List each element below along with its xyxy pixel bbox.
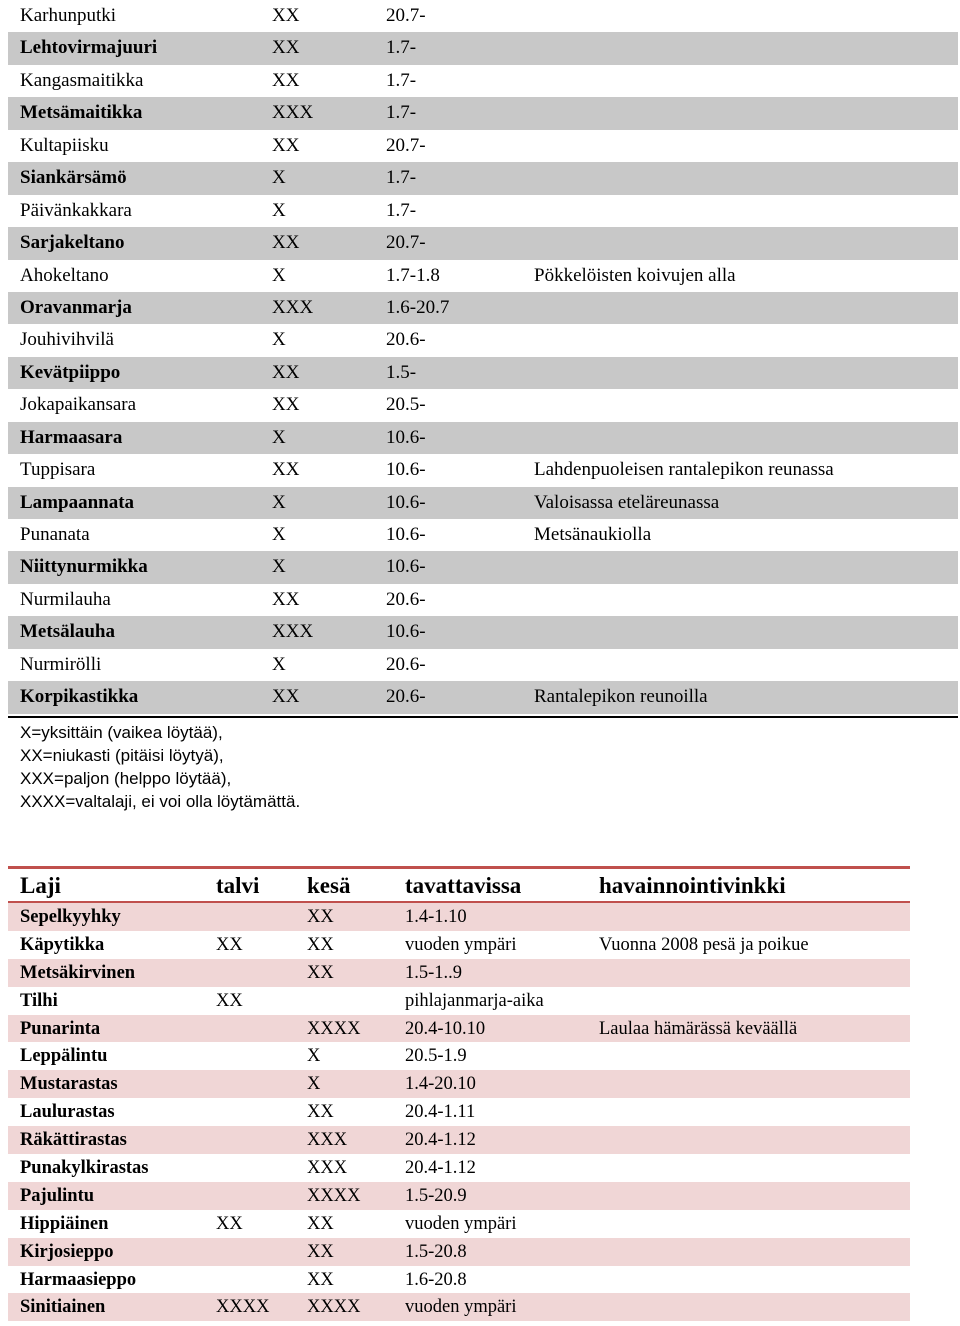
bird-row bbox=[8, 1098, 910, 1126]
plant-name: Korpikastikka bbox=[20, 686, 139, 708]
plant-row bbox=[8, 616, 958, 648]
bird-name: Laulurastas bbox=[20, 1102, 115, 1123]
plant-table-bottom-rule bbox=[8, 716, 958, 718]
plant-note: Pökkelöisten koivujen alla bbox=[534, 264, 736, 286]
bird-season: vuoden ympäri bbox=[405, 1297, 517, 1318]
legend-line: X=yksittäin (vaikea löytää), bbox=[20, 723, 223, 742]
bird-row bbox=[8, 903, 910, 931]
bird-row bbox=[8, 1210, 910, 1238]
bird-summer: XXXX bbox=[307, 1018, 361, 1039]
header-winter: talvi bbox=[216, 873, 260, 898]
bird-summer: X bbox=[307, 1046, 321, 1067]
bird-name: Punarinta bbox=[20, 1018, 101, 1039]
legend-line: XX=niukasti (pitäisi löytyä), bbox=[20, 746, 224, 765]
bird-season: vuoden ympäri bbox=[405, 1213, 517, 1234]
plant-abundance: XX bbox=[272, 686, 300, 708]
bird-name: Tilhi bbox=[20, 990, 58, 1011]
bird-summer: XXX bbox=[307, 1130, 348, 1151]
plant-note: Lahdenpuoleisen rantalepikon reunassa bbox=[534, 459, 834, 481]
plant-note: Metsänaukiolla bbox=[534, 524, 652, 545]
bird-summer: X bbox=[307, 1074, 321, 1095]
plant-date: 1.7- bbox=[386, 102, 417, 124]
plant-abundance: X bbox=[272, 167, 286, 189]
plant-name: Karhunputki bbox=[20, 5, 117, 26]
plant-row bbox=[8, 292, 958, 324]
plant-name: Ahokeltano bbox=[20, 264, 109, 286]
bird-winter: XXXX bbox=[216, 1297, 270, 1318]
plant-date: 1.7- bbox=[386, 199, 417, 221]
plant-abundance: X bbox=[272, 264, 286, 286]
plant-name: Lehtovirmajuuri bbox=[20, 37, 158, 59]
plant-abundance: XXX bbox=[272, 296, 314, 318]
bird-winter: XX bbox=[216, 934, 243, 955]
plant-abundance: XX bbox=[272, 37, 300, 59]
bird-row bbox=[8, 1293, 910, 1321]
bird-season: 1.5-20.8 bbox=[405, 1241, 467, 1262]
plant-name: Niittynurmikka bbox=[20, 556, 148, 578]
plant-name: Lampaannata bbox=[20, 491, 135, 513]
plant-abundance: XX bbox=[272, 588, 300, 610]
bird-name: Kirjosieppo bbox=[20, 1241, 114, 1262]
plant-row bbox=[8, 195, 958, 227]
plant-date: 20.6- bbox=[386, 686, 426, 708]
bird-season: 1.6-20.8 bbox=[405, 1269, 467, 1290]
plant-name: Tuppisara bbox=[20, 459, 96, 481]
plant-name: Kangasmaitikka bbox=[20, 69, 144, 91]
bird-summer: XX bbox=[307, 934, 334, 955]
plant-row bbox=[8, 130, 958, 162]
plant-abundance: XXX bbox=[272, 621, 314, 643]
plant-name: Nurmilauha bbox=[20, 588, 111, 610]
bird-name: Metsäkirvinen bbox=[20, 962, 136, 983]
plant-row bbox=[8, 357, 958, 389]
plant-note: Rantalepikon reunoilla bbox=[534, 686, 708, 708]
plant-row bbox=[8, 162, 958, 194]
plant-row bbox=[8, 0, 958, 32]
plant-date: 20.6- bbox=[386, 329, 426, 351]
bird-winter: XX bbox=[216, 990, 243, 1011]
plant-abundance: XXX bbox=[272, 102, 314, 124]
plant-row bbox=[8, 324, 958, 356]
bird-name: Sinitiainen bbox=[20, 1297, 106, 1318]
plant-date: 20.6- bbox=[386, 653, 426, 675]
plant-date: 1.7-1.8 bbox=[386, 264, 440, 286]
bird-summer: XXXX bbox=[307, 1297, 361, 1318]
plant-name: Nurmirölli bbox=[20, 653, 102, 675]
plant-date: 20.6- bbox=[386, 588, 426, 610]
bird-season: 1.5-20.9 bbox=[405, 1185, 467, 1206]
bird-summer: XX bbox=[307, 1269, 334, 1290]
bird-name: Käpytikka bbox=[20, 934, 105, 955]
header-summer: kesä bbox=[307, 873, 351, 898]
plant-row bbox=[8, 454, 958, 486]
header-species: Laji bbox=[20, 873, 61, 898]
plant-name: Sarjakeltano bbox=[20, 232, 125, 254]
plant-name: Metsämaitikka bbox=[20, 102, 143, 124]
legend-line: XXXX=valtalaji, ei voi olla löytämättä. bbox=[20, 792, 301, 811]
bird-row bbox=[8, 959, 910, 987]
bird-row bbox=[8, 931, 910, 959]
bird-tip: Laulaa hämärässä keväällä bbox=[599, 1018, 798, 1039]
plant-name: Metsälauha bbox=[20, 621, 115, 643]
bird-name: Sepelkyyhky bbox=[20, 907, 121, 927]
plant-date: 10.6- bbox=[386, 556, 426, 578]
bird-season: 1.4-1.10 bbox=[405, 907, 467, 927]
plant-row bbox=[8, 681, 958, 713]
bird-season: 20.4-10.10 bbox=[405, 1018, 486, 1039]
plant-row bbox=[8, 519, 958, 551]
bird-season: 20.4-1.12 bbox=[405, 1158, 476, 1179]
plant-abundance: X bbox=[272, 524, 286, 545]
plant-date: 10.6- bbox=[386, 524, 426, 545]
bird-season: 1.4-20.10 bbox=[405, 1074, 476, 1095]
plant-name: Jokapaikansara bbox=[20, 394, 137, 416]
plant-name: Jouhivihvilä bbox=[20, 329, 114, 351]
bird-summer: XX bbox=[307, 1102, 334, 1123]
plant-row bbox=[8, 97, 958, 129]
bird-name: Leppälintu bbox=[20, 1046, 108, 1067]
plant-abundance: XX bbox=[272, 69, 300, 91]
bird-row bbox=[8, 1042, 910, 1070]
plant-abundance: XX bbox=[272, 134, 300, 156]
bird-name: Punakylkirastas bbox=[20, 1158, 149, 1179]
bird-name: Harmaasieppo bbox=[20, 1269, 137, 1290]
plant-date: 20.7- bbox=[386, 134, 426, 156]
plant-abundance: X bbox=[272, 653, 286, 675]
plant-abundance: X bbox=[272, 426, 286, 448]
plant-row bbox=[8, 32, 958, 64]
plant-date: 10.6- bbox=[386, 621, 426, 643]
plant-abundance: XX bbox=[272, 5, 300, 26]
plant-row bbox=[8, 422, 958, 454]
plant-name: Kultapiisku bbox=[20, 134, 109, 156]
legend-line: XXX=paljon (helppo löytää), bbox=[20, 769, 232, 788]
plant-row bbox=[8, 584, 958, 616]
plant-abundance: XX bbox=[272, 232, 300, 254]
bird-row bbox=[8, 1154, 910, 1182]
bird-season: 20.4-1.11 bbox=[405, 1102, 476, 1123]
bird-season: 1.5-1..9 bbox=[405, 962, 463, 983]
plant-date: 1.6-20.7 bbox=[386, 296, 450, 318]
header-season: tavattavissa bbox=[405, 873, 522, 898]
plant-row bbox=[8, 487, 958, 519]
bird-table-header bbox=[8, 869, 910, 903]
bird-summer: XXX bbox=[307, 1158, 348, 1179]
bird-name: Räkättirastas bbox=[20, 1130, 127, 1151]
plant-row bbox=[8, 649, 958, 681]
plant-row bbox=[8, 227, 958, 259]
plant-abundance: X bbox=[272, 199, 286, 221]
plant-abundance: X bbox=[272, 329, 286, 351]
bird-row bbox=[8, 1238, 910, 1266]
plant-table bbox=[8, 0, 958, 714]
abundance-legend bbox=[20, 721, 300, 813]
bird-season: 20.5-1.9 bbox=[405, 1046, 467, 1067]
bird-row bbox=[8, 1015, 910, 1043]
plant-date: 1.7- bbox=[386, 37, 417, 59]
plant-date: 1.5- bbox=[386, 361, 417, 383]
bird-summer: XX bbox=[307, 907, 334, 927]
plant-date: 20.7- bbox=[386, 5, 426, 26]
plant-abundance: X bbox=[272, 556, 286, 578]
bird-season: pihlajanmarja-aika bbox=[405, 990, 544, 1011]
plant-name: Oravanmarja bbox=[20, 296, 132, 318]
plant-row bbox=[8, 389, 958, 421]
plant-date: 10.6- bbox=[386, 491, 426, 513]
bird-row bbox=[8, 1266, 910, 1294]
plant-abundance: XX bbox=[272, 394, 300, 416]
plant-name: Päivänkakkara bbox=[20, 199, 132, 221]
bird-name: Hippiäinen bbox=[20, 1213, 109, 1234]
bird-row bbox=[8, 1126, 910, 1154]
plant-date: 20.7- bbox=[386, 232, 426, 254]
plant-abundance: XX bbox=[272, 459, 300, 481]
bird-summer: XX bbox=[307, 1241, 334, 1262]
bird-summer: XXXX bbox=[307, 1185, 361, 1206]
plant-date: 10.6- bbox=[386, 459, 426, 481]
bird-summer: XX bbox=[307, 962, 334, 983]
plant-row bbox=[8, 65, 958, 97]
plant-date: 20.5- bbox=[386, 394, 426, 416]
bird-season: 20.4-1.12 bbox=[405, 1130, 476, 1151]
plant-row bbox=[8, 260, 958, 292]
bird-table bbox=[8, 866, 910, 1321]
bird-tip: Vuonna 2008 pesä ja poikue bbox=[599, 934, 809, 955]
bird-name: Pajulintu bbox=[20, 1185, 95, 1206]
plant-name: Kevätpiippo bbox=[20, 361, 121, 383]
bird-summer: XX bbox=[307, 1213, 334, 1234]
bird-name: Mustarastas bbox=[20, 1074, 118, 1095]
plant-abundance: XX bbox=[272, 361, 300, 383]
plant-date: 1.7- bbox=[386, 69, 417, 91]
plant-date: 10.6- bbox=[386, 426, 426, 448]
plant-name: Harmaasara bbox=[20, 426, 123, 448]
plant-date: 1.7- bbox=[386, 167, 417, 189]
plant-abundance: X bbox=[272, 491, 286, 513]
bird-row bbox=[8, 1070, 910, 1098]
bird-row bbox=[8, 1182, 910, 1210]
plant-note: Valoisassa eteläreunassa bbox=[534, 491, 720, 513]
bird-winter: XX bbox=[216, 1213, 243, 1234]
bird-season: vuoden ympäri bbox=[405, 934, 517, 955]
header-tip: havainnointivinkki bbox=[599, 873, 786, 898]
plant-row bbox=[8, 551, 958, 583]
plant-name: Punanata bbox=[20, 524, 90, 545]
plant-name: Siankärsämö bbox=[20, 167, 127, 189]
bird-row bbox=[8, 987, 910, 1015]
